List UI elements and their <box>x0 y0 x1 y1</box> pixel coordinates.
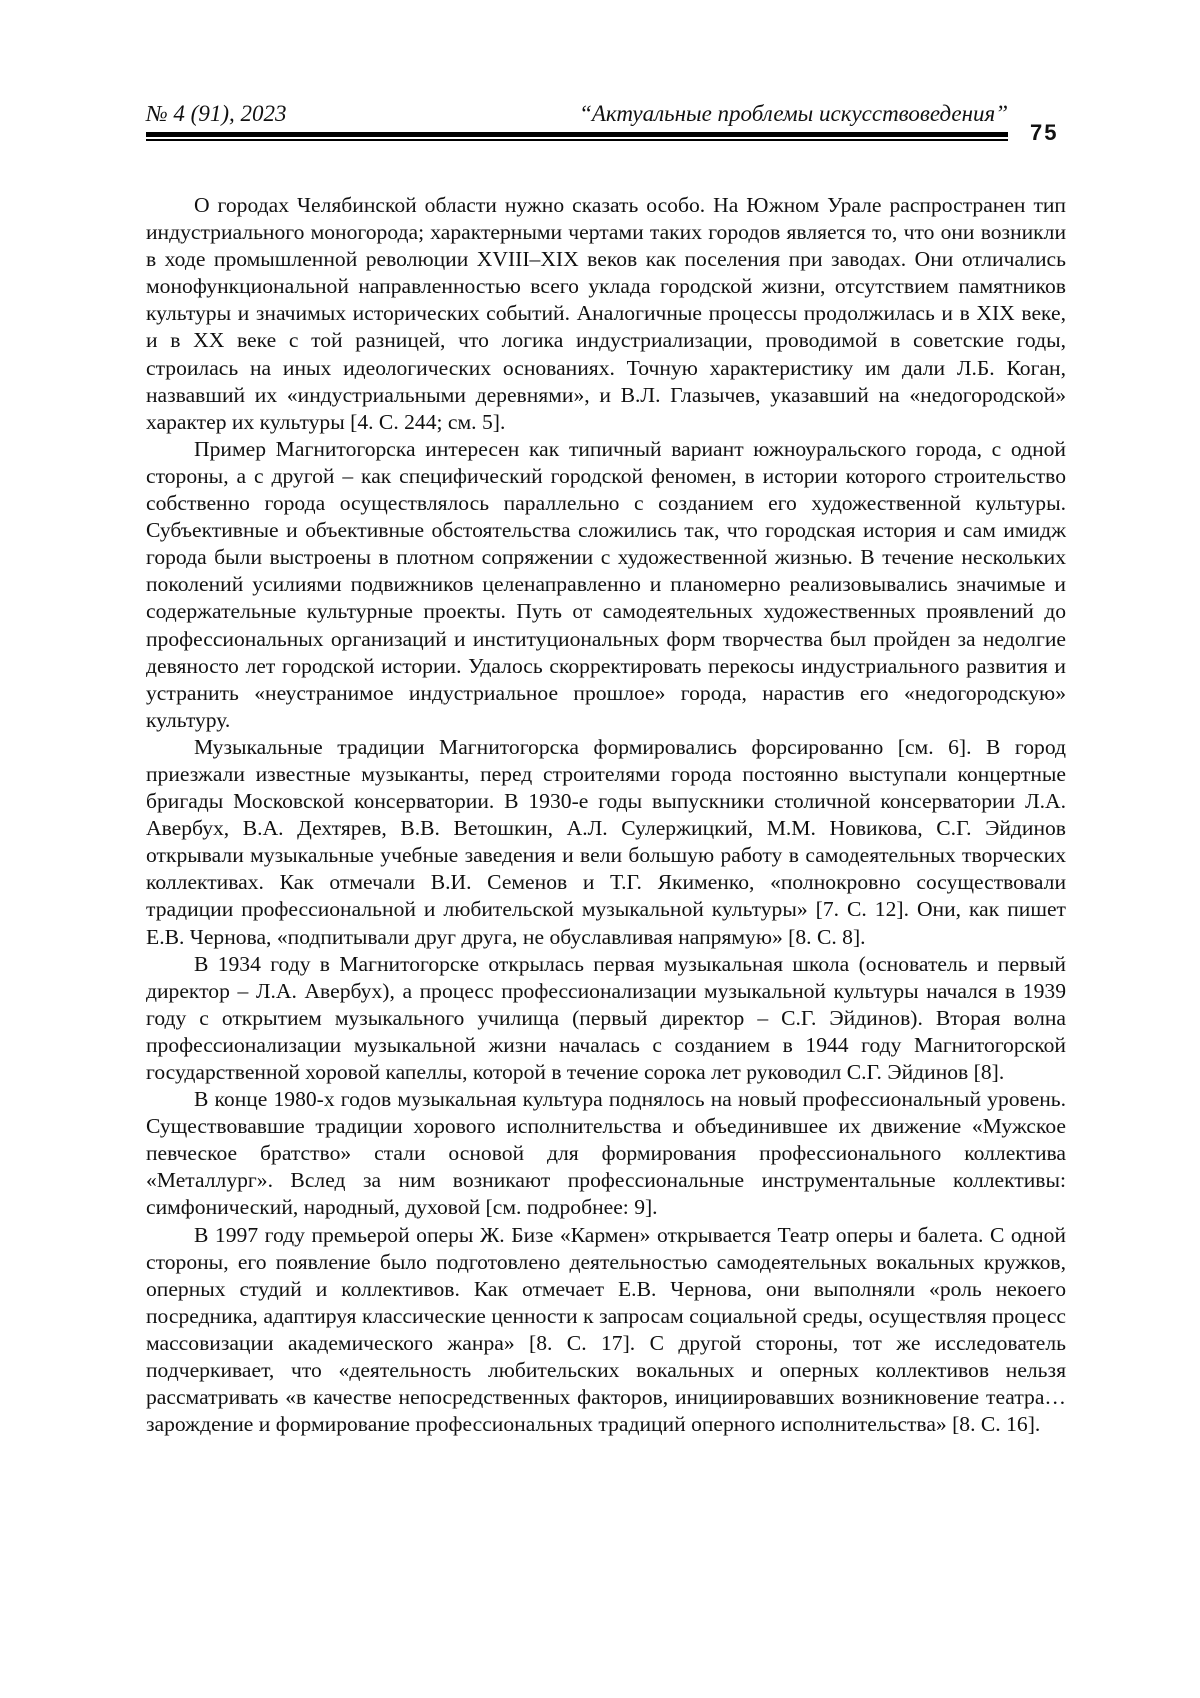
paragraph: В 1997 году премьерой оперы Ж. Бизе «Кармен» открывается Театр оперы и балета. С одной стороны, его появление было подготовлено деятельностью самодеятельных вокальных кружков, оперных студий и коллективов. Как отмечает Е.В. Чернова, они выполняли «роль некоего посредника, адаптируя классические ценности к запросам социальной среды, осуществляя процесс массовизации академического жанра» [8. С. 17]. С другой стороны, тот же исследователь подчеркивает, что «деятельность любительских вокальных и оперных коллективов нельзя рассматривать «в качестве непосредственных факторов, инициировавших возникновение театра… зарождение и формирование профессиональных традиций оперного исполнительства» [8. С. 16]. <box>146 1222 1066 1439</box>
paragraph: В конце 1980-х годов музыкальная культура поднялось на новый профессиональный уровень. Существовавшие традиции хорового исполнительства и объединившее их движение «Мужское певческое братство» стали основой для формирования профессионального коллектива «Металлург». Вслед за ним возникают профессиональные инструментальные коллективы: симфонический, народный, духовой [см. подробнее: 9]. <box>146 1086 1066 1221</box>
paragraph: Пример Магнитогорска интересен как типичный вариант южноуральского города, с одной стороны, а с другой – как специфический городской феномен, в истории которого строительство собственно города осуществлялось параллельно с созданием его художественной культуры. Субъективные и объективные обстоятельства сложились так, что городская история и сам имидж города были выстроены в плотном сопряжении с художественной жизнью. В течение нескольких поколений усилиями подвижников целенаправленно и планомерно реализовывались значимые и содержательные культурные проекты. Путь от самодеятельных художественных проявлений до профессиональных организаций и институциональных форм творчества был пройден за недолгие девяносто лет городской истории. Удалось скорректировать перекосы индустриального развития и устранить «неустранимое индустриальное прошлое» города, нарастив его «недогородскую» культуру. <box>146 436 1066 734</box>
article-body <box>146 192 1066 1438</box>
issue-info: № 4 (91), 2023 <box>146 100 287 128</box>
page-number: 75 <box>1030 120 1058 146</box>
header-rule-thick <box>146 132 1008 137</box>
journal-title: “Актуальные проблемы искусствоведения” <box>579 100 1008 128</box>
paragraph: О городах Челябинской области нужно сказать особо. На Южном Урале распространен тип индустриального моногорода; характерными чертами таких городов является то, что они возникли в ходе промышленной революции XVIII–XIX веков как поселения при заводах. Они отличались монофункциональной направленностью всего уклада городской жизни, отсутствием памятников культуры и значимых исторических событий. Аналогичные процессы продолжилась и в XIX веке, и в XX веке с той разницей, что логика индустриализации, проводимой в советские годы, строилась на иных идеологических основаниях. Точную характеристику им дали Л.Б. Коган, назвавший их «индустриальными деревнями», и В.Л. Глазычев, указавший на «недогородской» характер их культуры [4. С. 244; см. 5]. <box>146 192 1066 436</box>
paragraph: Музыкальные традиции Магнитогорска формировались форсированно [см. 6]. В город приезжали известные музыканты, перед строителями города постоянно выступали концертные бригады Московской консерватории. В 1930-е годы выпускники столичной консерватории Л.А. Авербух, В.А. Дехтярев, В.В. Ветошкин, А.Л. Сулержицкий, М.М. Новикова, С.Г. Эйдинов открывали музыкальные учебные заведения и вели большую работу в самодеятельных творческих коллективах. Как отмечали В.И. Семенов и Т.Г. Якименко, «полнокровно сосуществовали традиции профессиональной и любительской музыкальной культуры» [7. С. 12]. Они, как пишет Е.В. Чернова, «подпитывали друг друга, не обуславливая напрямую» [8. С. 8]. <box>146 734 1066 951</box>
running-header <box>146 100 1008 128</box>
paragraph: В 1934 году в Магнитогорске открылась первая музыкальная школа (основатель и первый директор – Л.А. Авербух), а процесс профессионализации музыкальной культуры начался в 1939 году с открытием музыкального училища (первый директор – С.Г. Эйдинов). Вторая волна профессионализации музыкальной жизни началась с созданием в 1944 году Магнитогорской государственной хоровой капеллы, которой в течение сорока лет руководил С.Г. Эйдинов [8]. <box>146 951 1066 1086</box>
header-rule-thin <box>146 139 1008 141</box>
